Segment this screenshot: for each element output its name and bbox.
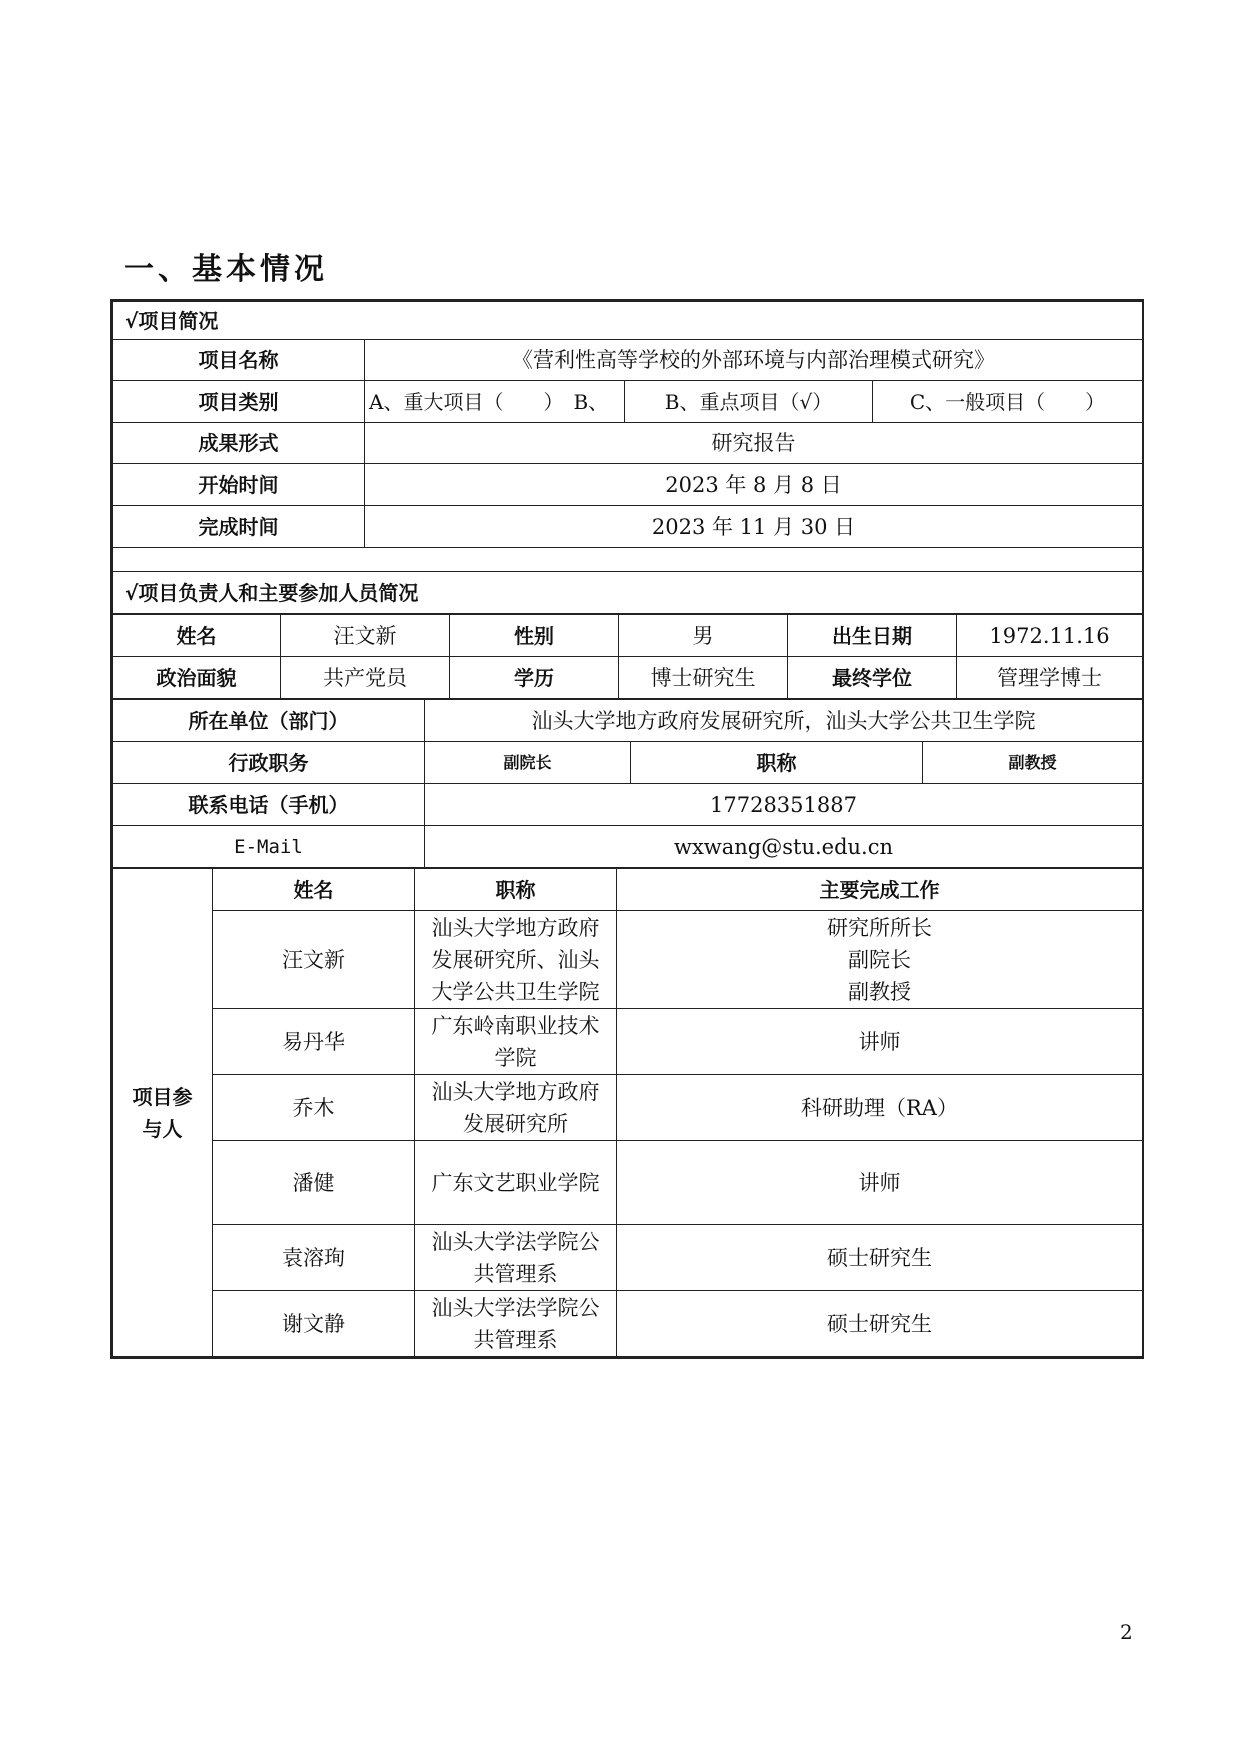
education-value: 博士研究生: [619, 657, 788, 699]
leader-name: 汪文新: [281, 615, 450, 657]
participant-work-line: 研究所所长: [827, 915, 932, 940]
participant-title-line: 广东岭南职业技术: [431, 1013, 600, 1038]
leader-contact-table: [112, 699, 1143, 868]
participant-work: 硕士研究生: [617, 1225, 1143, 1291]
gender-label: 性别: [450, 615, 619, 657]
participant-title-line: 汕头大学法学院公: [431, 1229, 600, 1254]
participants-table: [112, 868, 1143, 1357]
project-overview-table: [112, 301, 1143, 614]
participant-title-line: 共管理系: [473, 1327, 558, 1352]
start-time-value: 2023 年 8 月 8 日: [365, 464, 1143, 506]
category-c: C、一般项目（ ）: [873, 381, 1143, 423]
leader-name-label: 姓名: [113, 615, 281, 657]
birth-value: 1972.11.16: [957, 615, 1143, 657]
participant-title-line: 共管理系: [473, 1261, 558, 1286]
participant-name: 袁溶珣: [213, 1225, 415, 1291]
participant-work: 讲师: [617, 1141, 1143, 1225]
participant-row: [113, 1291, 1143, 1357]
politics-value: 共产党员: [281, 657, 450, 699]
participant-title: [415, 1225, 617, 1291]
project-name-value: 《营利性高等学校的外部环境与内部治理模式研究》: [365, 340, 1143, 381]
pro-title-value: 副教授: [923, 742, 1143, 784]
email-label: E-Mail: [113, 826, 425, 868]
participant-row: [113, 1141, 1143, 1225]
participant-title-line: 发展研究所: [463, 1111, 568, 1136]
gender-value: 男: [619, 615, 788, 657]
admin-post-value: 副院长: [425, 742, 631, 784]
participant-title-line: 发展研究所、汕头: [431, 947, 600, 972]
participant-title-line: 大学公共卫生学院: [431, 979, 600, 1004]
participant-row: [113, 911, 1143, 1009]
section2-title: √项目负责人和主要参加人员简况: [113, 572, 1143, 614]
project-category-label: 项目类别: [113, 381, 365, 423]
participant-title: [415, 1075, 617, 1141]
spacer-row: [113, 548, 1143, 572]
phone-value: 17728351887: [425, 784, 1143, 826]
participant-title: [415, 1009, 617, 1075]
end-time-label: 完成时间: [113, 506, 365, 548]
email-value: wxwang@stu.edu.cn: [425, 826, 1143, 868]
participant-work-line: 副教授: [848, 979, 911, 1004]
politics-label: 政治面貌: [113, 657, 281, 699]
participant-title: [415, 911, 617, 1009]
education-label: 学历: [450, 657, 619, 699]
participant-work: 讲师: [617, 1009, 1143, 1075]
participants-group-label-line1: 项目参: [132, 1084, 193, 1109]
page-number: 2: [1120, 1620, 1133, 1644]
participant-name: 易丹华: [213, 1009, 415, 1075]
pro-title-label: 职称: [631, 742, 923, 784]
basic-info-table: [110, 299, 1144, 1359]
participant-work: [617, 911, 1143, 1009]
participant-title: 广东文艺职业学院: [415, 1141, 617, 1225]
result-form-value: 研究报告: [365, 423, 1143, 464]
participant-name: 谢文静: [213, 1291, 415, 1357]
participant-row: [113, 1075, 1143, 1141]
end-time-value: 2023 年 11 月 30 日: [365, 506, 1143, 548]
participant-row: [113, 1225, 1143, 1291]
participant-work-line: 副院长: [848, 947, 911, 972]
participant-title-line: 汕头大学地方政府: [431, 915, 600, 940]
degree-value: 管理学博士: [957, 657, 1143, 699]
unit-label: 所在单位（部门）: [113, 700, 425, 742]
project-name-label: 项目名称: [113, 340, 365, 381]
col-header-title: 职称: [415, 869, 617, 911]
participant-title-line: 汕头大学地方政府: [431, 1079, 600, 1104]
participants-group-label-line2: 与人: [142, 1116, 183, 1141]
degree-label: 最终学位: [788, 657, 957, 699]
participant-name: 乔木: [213, 1075, 415, 1141]
participant-title-line: 汕头大学法学院公: [431, 1295, 600, 1320]
birth-label: 出生日期: [788, 615, 957, 657]
participant-work: 硕士研究生: [617, 1291, 1143, 1357]
participant-row: [113, 1009, 1143, 1075]
admin-post-label: 行政职务: [113, 742, 425, 784]
unit-value: 汕头大学地方政府发展研究所，汕头大学公共卫生学院: [425, 700, 1143, 742]
result-form-label: 成果形式: [113, 423, 365, 464]
section1-title: √项目简况: [113, 302, 1143, 340]
participant-title-line: 学院: [494, 1045, 537, 1070]
phone-label: 联系电话（手机）: [113, 784, 425, 826]
participant-name: 汪文新: [213, 911, 415, 1009]
participants-group-label: [113, 869, 213, 1357]
participant-title: [415, 1291, 617, 1357]
category-a: A、重大项目（ ） B、: [365, 381, 625, 423]
participant-work: 科研助理（RA）: [617, 1075, 1143, 1141]
category-b: B、重点项目（√）: [625, 381, 873, 423]
participant-name: 潘健: [213, 1141, 415, 1225]
start-time-label: 开始时间: [113, 464, 365, 506]
section-heading: 一、基本情况: [124, 252, 328, 287]
col-header-name: 姓名: [213, 869, 415, 911]
leader-info-table: [112, 614, 1143, 699]
col-header-work: 主要完成工作: [617, 869, 1143, 911]
